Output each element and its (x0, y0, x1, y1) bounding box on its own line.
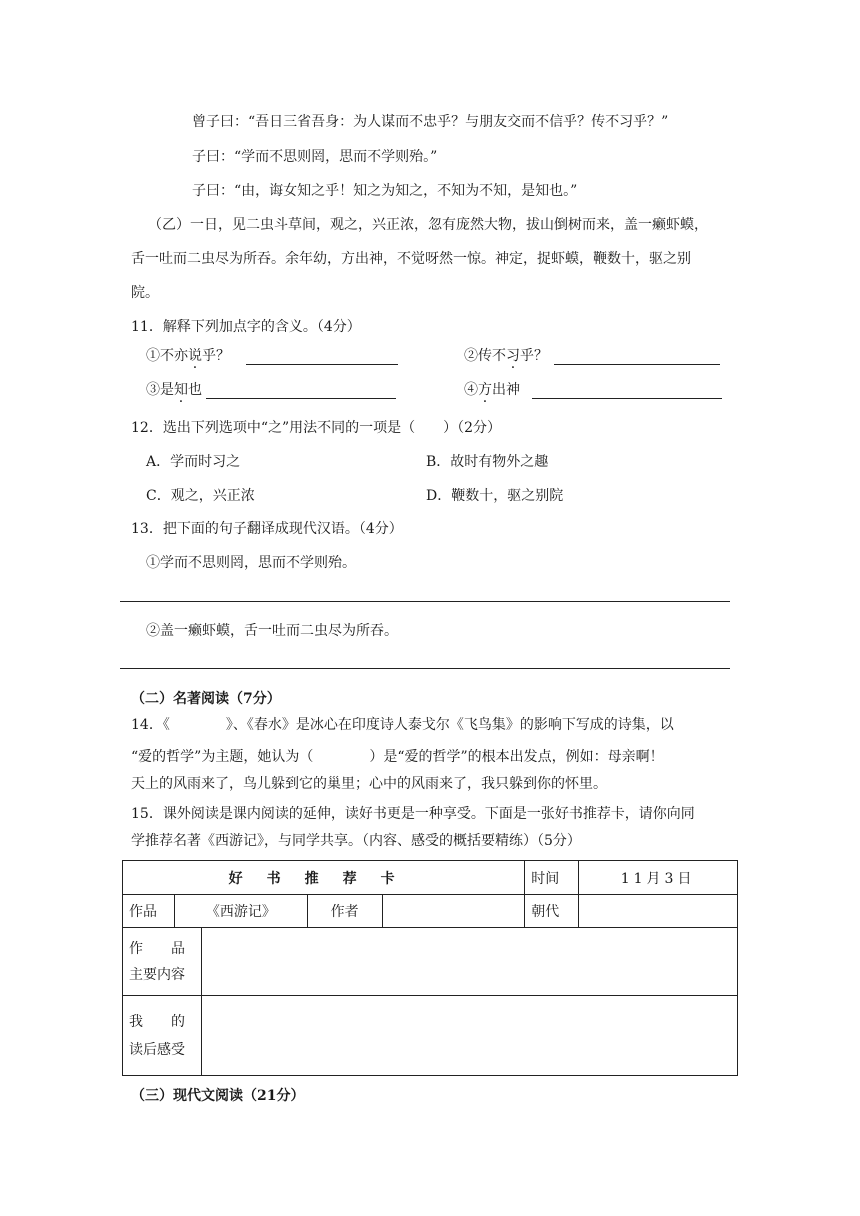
q12-option-a[interactable]: A．学而时习之 (146, 454, 241, 470)
card-title: 好书推荐卡 (123, 861, 525, 895)
classical-line-1: 曾子曰：“吾日三省吾身：为人谋而不忠乎？与朋友交而不信乎？传不习乎？” (192, 114, 669, 130)
content-label-line-2: 主要内容 (129, 966, 185, 983)
q15-line-1: 15．课外阅读是课内阅读的延伸，读好书更是一种享受。下面是一张好书推荐卡，请你向同 (131, 806, 695, 822)
work-label: 作品 (123, 895, 175, 928)
q12-option-c[interactable]: C．观之，兴正浓 (146, 488, 255, 504)
q11-b-suffix: 乎？ (520, 348, 548, 364)
q11-c-suffix: 也 (188, 382, 202, 398)
q11-b-answer-line[interactable] (554, 350, 720, 365)
q14-line-2: “爱的哲学”为主题，她认为（ ）是“爱的哲学”的根本出发点，例如：母亲啊！ (131, 749, 664, 765)
book-recommendation-card (122, 860, 738, 1076)
content-label-line-1: 作 品 (129, 940, 185, 957)
dynasty-label: 朝代 (525, 895, 579, 928)
q12-option-b[interactable]: B．故时有物外之趣 (426, 454, 549, 470)
classical-line-3: 子曰：“由，诲女知之乎！知之为知之，不知为不知，是知也。” (192, 183, 578, 199)
content-field[interactable] (201, 928, 737, 996)
question-12-stem: 12．选出下列选项中“之”用法不同的一项是（ ）（2分） (131, 420, 502, 436)
classical-line-2: 子曰：“学而不思则罔，思而不学则殆。” (192, 149, 438, 165)
q11-b-dotted-char: 习 (506, 348, 520, 364)
question-11-stem: 11．解释下列加点字的含义。（4分） (131, 319, 361, 335)
q13-answer-line-2[interactable] (120, 668, 730, 669)
work-value: 《西游记》 (174, 895, 307, 928)
feeling-field[interactable] (201, 996, 737, 1076)
passage-yi-line-2: 舌一吐而二虫尽为所吞。余年幼，方出神，不觉呀然一惊。神定，捉虾蟆，鞭数十，驱之别 (131, 251, 691, 267)
q13-sentence-2: ②盖一癞虾蟆，舌一吐而二虫尽为所吞。 (146, 623, 398, 639)
section-3-title: （三）现代文阅读（21分） (131, 1088, 305, 1104)
q11-a-suffix: 乎？ (202, 348, 230, 364)
q11-a-dotted-char: 说 (188, 348, 202, 364)
q12-option-d[interactable]: D．鞭数十，驱之别院 (426, 488, 564, 504)
q11-a-answer-line[interactable] (246, 350, 398, 365)
q11-item-c (146, 379, 396, 399)
q11-item-d (464, 379, 722, 399)
passage-yi-line-3: 院。 (131, 285, 159, 301)
time-value: 11月3日 (579, 861, 738, 895)
time-label: 时间 (525, 861, 579, 895)
q11-item-a (146, 345, 398, 365)
q11-d-answer-line[interactable] (532, 384, 722, 399)
passage-yi-line-1: （乙）一日，见二虫斗草间，观之，兴正浓，忽有庞然大物，拔山倒树而来，盖一癞虾蟆， (148, 217, 708, 233)
feeling-label-line-2: 读后感受 (129, 1041, 185, 1058)
q11-d-prefix: ④ (464, 382, 478, 398)
section-2-title: （二）名著阅读（7分） (131, 691, 281, 707)
q11-b-prefix: ②传不 (464, 348, 506, 364)
q11-c-dotted-char: 知 (174, 382, 188, 398)
q11-d-suffix: 出神 (492, 382, 520, 398)
q11-c-answer-line[interactable] (206, 384, 396, 399)
q11-a-prefix: ①不亦 (146, 348, 188, 364)
q11-c-prefix: ③是 (146, 382, 174, 398)
author-label: 作者 (307, 895, 382, 928)
q11-item-b (464, 345, 720, 365)
q13-answer-line-1[interactable] (120, 601, 730, 602)
q14-line-3: 天上的风雨来了，鸟儿躲到它的巢里；心中的风雨来了，我只躲到你的怀里。 (131, 776, 607, 792)
question-13-stem: 13．把下面的句子翻译成现代汉语。（4分） (131, 521, 403, 537)
q14-line-1: 14．《 》、《春水》是冰心在印度诗人泰戈尔《飞鸟集》的影响下写成的诗集，以 (131, 717, 674, 733)
content-label (123, 928, 202, 996)
feeling-label (123, 996, 202, 1076)
feeling-label-line-1: 我 的 (129, 1013, 185, 1030)
author-field[interactable] (382, 895, 525, 928)
q11-d-dotted-char: 方 (478, 382, 492, 398)
dynasty-field[interactable] (579, 895, 738, 928)
q15-line-2: 学推荐名著《西游记》，与同学共享。（内容、感受的概括要精练）（5分） (131, 833, 581, 849)
q13-sentence-1: ①学而不思则罔，思而不学则殆。 (146, 555, 356, 571)
